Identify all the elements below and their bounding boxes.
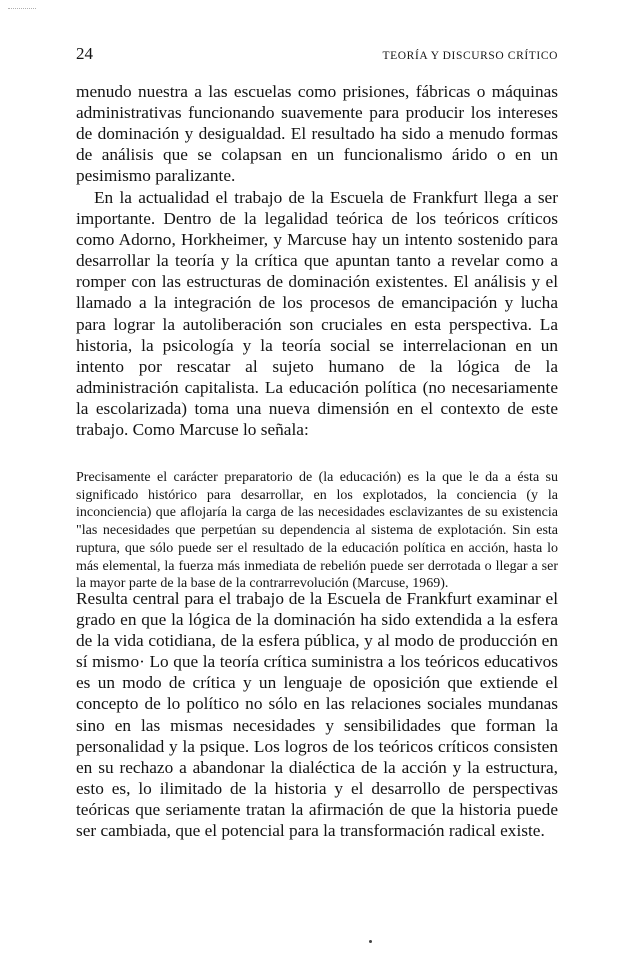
paragraph-2: [76, 187, 558, 440]
page-number: 24: [76, 44, 93, 63]
running-head: TEORÍA Y DISCURSO CRÍTICO: [382, 50, 558, 62]
paragraph-2-text: En la actualidad el trabajo de la Escuela de Frankfurt llega a ser importante. Dentro de la legalidad teórica de los teóricos críticos como Adorno, Horkheimer, y Marcuse hay un intento sostenido para desarrollar la teoría y la crítica que apuntan tanto a revelar como a romper con las estructuras de dominación existentes. El análisis y el llamado a la integración de los procesos de emancipación y lucha para lograr la autoliberación son cruciales en esta perspectiva. La historia, la psicología y la teoría social se interrelacionan en un intento por rescatar al sujeto humano de la lógica de la administración capitalista. La educación política (no necesariamente la escolarizada) toma una nueva dimensión en el contexto de este trabajo. Como Marcuse lo señala:: [76, 188, 558, 440]
paragraph-3: [76, 588, 558, 841]
page-header: [76, 44, 558, 64]
scan-speck: [369, 940, 372, 943]
scan-corner-mark: [8, 8, 36, 10]
paragraph-1-text: menudo nuestra a las escuelas como prisiones, fábricas o máquinas administrativas funcionando suavemente para producir los intereses de dominación y desigualdad. El resultado ha sido a menudo formas de análisis que se colapsan en un funcionalismo árido o en un pesimismo paralizante.: [76, 82, 558, 186]
paragraph-1: [76, 81, 558, 186]
block-quote-text: Precisamente el carácter preparatorio de (la educación) es la que le da a ésta su significado histórico para desarrollar, en los explotados, la conciencia (y la inconciencia) que aflojaría la carga de las necesidades esclavizantes de su existencia "las necesidades que perpetúan su dependencia al sistema de explotación. Sin esta ruptura, que sólo puede ser el resultado de la educación política en acción, hasta lo más elemental, la fuerza más inmediata de rebelión puede ser derrotada o llegar a ser la mayor parte de la base de la contrarrevolución (Marcuse, 1969).: [76, 470, 558, 592]
paragraph-3-text: Resulta central para el trabajo de la Escuela de Frankfurt examinar el grado en que la lógica de la dominación ha sido extendida a la esfera de la vida cotidiana, de la esfera pública, y al modo de producción en sí mismo· Lo que la teoría crítica suministra a los teóricos educativos es un modo de crítica y un lenguaje de oposición que extiende el concepto de lo político no sólo en las relaciones sociales mundanas sino en las mismas necesidades y sensibilidades que forman la personalidad y la psique. Los logros de los teóricos críticos consisten en su rechazo a abandonar la dialéctica de la acción y la estructura, esto es, lo ilimitado de la historia y el desarrollo de perspectivas teóricas que seriamente tratan la afirmación de que la historia puede ser cambiada, que el potencial para la transformación radical existe.: [76, 589, 558, 841]
block-quote: [76, 469, 558, 593]
